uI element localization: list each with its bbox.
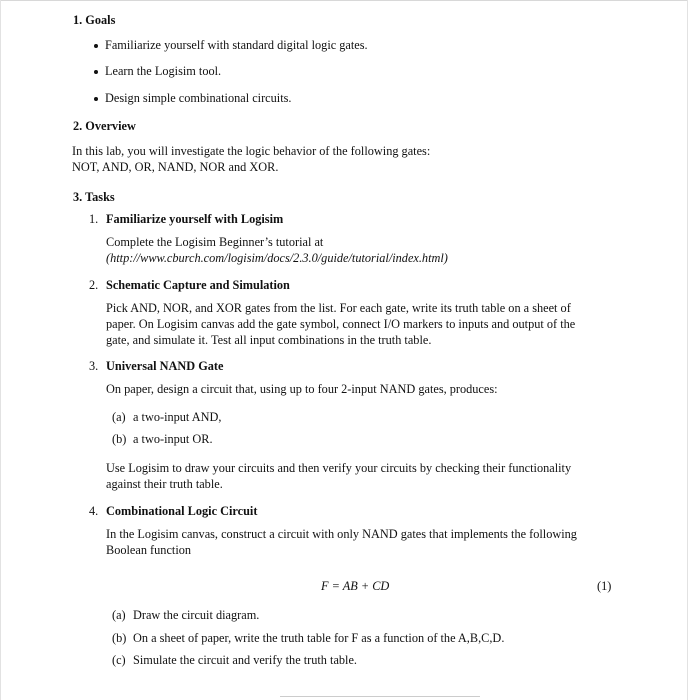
task-3-number: 3. (89, 359, 99, 373)
task-2-title: Schematic Capture and Simulation (106, 278, 290, 292)
overview-heading: 2. Overview (73, 119, 136, 133)
task-1-number: 1. (89, 212, 99, 226)
task-4-line-1: In the Logisim canvas, construct a circuit with only NAND gates that implements the following (106, 527, 577, 541)
equation-number: (1) (597, 579, 612, 593)
task-4-item-a-label: (a) (112, 608, 126, 622)
task-3-item-a: a two-input AND, (133, 410, 222, 424)
task-1-title: Familiarize yourself with Logisim (106, 212, 284, 226)
task-4-item-a: Draw the circuit diagram. (133, 608, 260, 622)
goals-heading: 1. Goals (73, 13, 116, 27)
page-border-top (0, 0, 688, 1)
task-4-title: Combinational Logic Circuit (106, 504, 258, 518)
task-3-item-a-label: (a) (112, 410, 126, 424)
task-3-title: Universal NAND Gate (106, 359, 224, 373)
task-2-line-3: gate, and simulate it. Test all input combinations in the truth table. (106, 333, 432, 347)
task-4-item-b: On a sheet of paper, write the truth table for F as a function of the A,B,C,D. (133, 631, 505, 645)
overview-line-2: NOT, AND, OR, NAND, NOR and XOR. (72, 160, 279, 174)
task-1-line-1: Complete the Logisim Beginner’s tutorial at (106, 235, 324, 249)
task-4-item-b-label: (b) (112, 631, 127, 645)
task-4-number: 4. (89, 504, 99, 518)
bullet-icon (94, 70, 98, 74)
bullet-icon (94, 97, 98, 101)
task-3-item-b-label: (b) (112, 432, 127, 446)
page-border-left (0, 0, 1, 700)
task-4-item-c: Simulate the circuit and verify the truth table. (133, 653, 358, 667)
task-3-line-1: On paper, design a circuit that, using up to four 2-input NAND gates, produces: (106, 382, 498, 396)
task-2-number: 2. (89, 278, 99, 292)
goals-bullet-2: Learn the Logisim tool. (105, 64, 222, 78)
task-3-after-2: against their truth table. (106, 477, 223, 491)
page-footer-divider (280, 696, 480, 697)
goals-bullet-1: Familiarize yourself with standard digital logic gates. (105, 38, 368, 52)
tasks-heading: 3. Tasks (73, 190, 115, 204)
task-3-after-1: Use Logisim to draw your circuits and then verify your circuits by checking their functionality (106, 461, 572, 475)
goals-bullet-3: Design simple combinational circuits. (105, 91, 292, 105)
task-4-item-c-label: (c) (112, 653, 126, 667)
task-2-line-2: paper. On Logisim canvas add the gate symbol, connect I/O markers to inputs and output of the (106, 317, 576, 331)
boolean-equation: F = AB + CD (321, 579, 390, 593)
task-1-tutorial-url: (http://www.cburch.com/logisim/docs/2.3.0/guide/tutorial/index.html) (106, 251, 448, 265)
task-2-line-1: Pick AND, NOR, and XOR gates from the list. For each gate, write its truth table on a sheet of (106, 301, 571, 315)
overview-line-1: In this lab, you will investigate the logic behavior of the following gates: (72, 144, 431, 158)
task-3-item-b: a two-input OR. (133, 432, 213, 446)
bullet-icon (94, 44, 98, 48)
task-4-line-2: Boolean function (106, 543, 192, 557)
